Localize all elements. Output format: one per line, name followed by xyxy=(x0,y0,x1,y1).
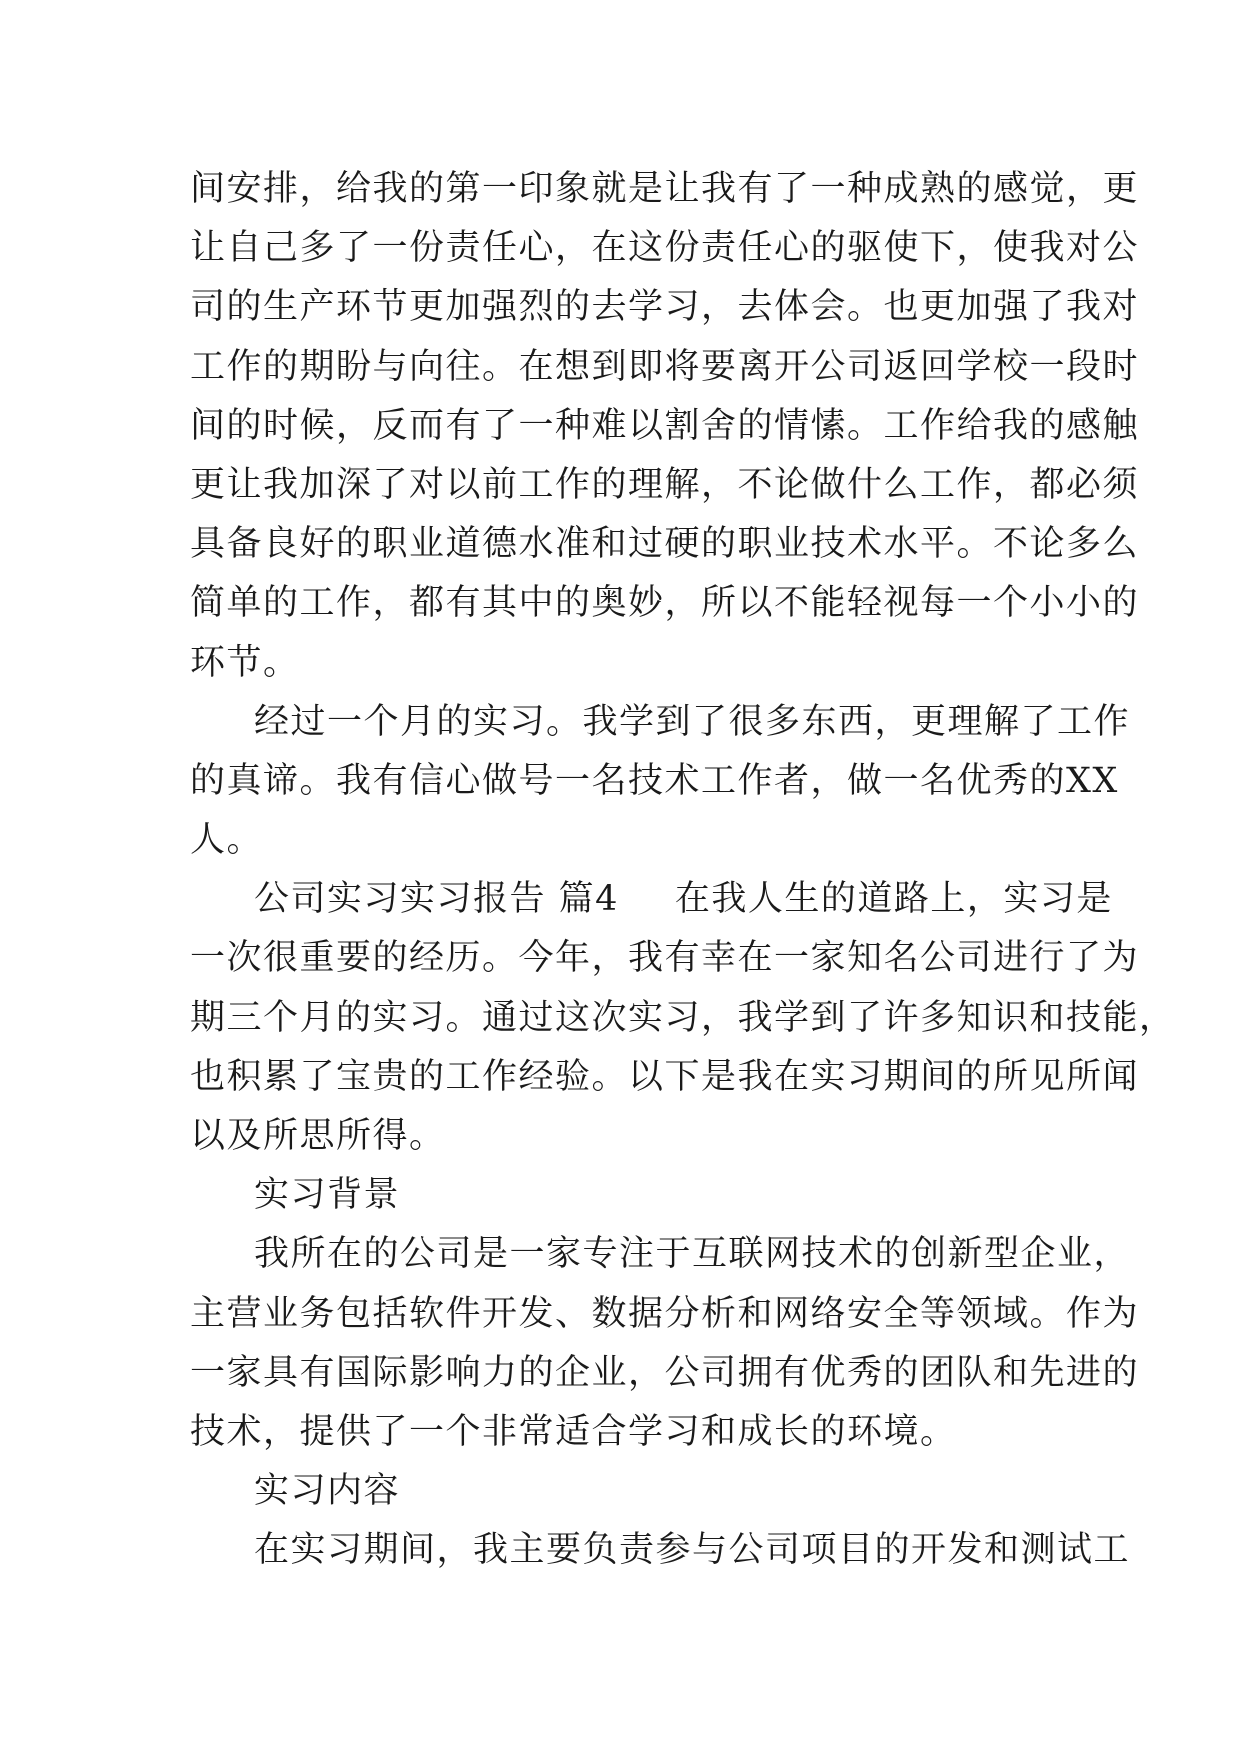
section-heading-line xyxy=(190,870,1113,929)
paragraph-opening: 在我人生的道路上，实习是 xyxy=(674,879,1113,920)
text-line: 间安排，给我的第一印象就是让我有了一种成熟的感觉，更 xyxy=(190,169,1140,209)
paragraph-start-line: 在实习期间，我主要负责参与公司项目的开发和测试工 xyxy=(254,1530,1131,1571)
paragraph-start-line: 经过一个月的实习。我学到了很多东西，更理解了工作 xyxy=(254,701,1131,742)
section-heading: 公司实习实习报告 篇4 xyxy=(254,879,619,920)
text-line: 也积累了宝贵的工作经验。以下是我在实习期间的所见所闻 xyxy=(190,1056,1140,1097)
text-line: 更让我加深了对以前工作的理解，不论做什么工作，都必须 xyxy=(190,464,1140,505)
text-line: 技术，提供了一个非常适合学习和成长的环境。 xyxy=(190,1411,957,1452)
text-line: 主营业务包括软件开发、数据分析和网络安全等领域。作为 xyxy=(190,1293,1140,1334)
document-body xyxy=(190,160,1176,1581)
text-line: 以及所思所得。 xyxy=(190,1116,446,1156)
paragraph-start-line: 我所在的公司是一家专注于互联网技术的创新型企业， xyxy=(254,1234,1131,1275)
text-line: 让自己多了一份责任心，在这份责任心的驱使下，使我对公 xyxy=(190,228,1140,269)
subheading-background: 实习背景 xyxy=(254,1175,401,1216)
text-line: 一家具有国际影响力的企业，公司拥有优秀的团队和先进的 xyxy=(190,1352,1140,1393)
text-line: 人。 xyxy=(190,820,264,861)
text-line: 简单的工作，都有其中的奥妙，所以不能轻视每一个小小的 xyxy=(190,583,1140,624)
text-line: 间的时候，反而有了一种难以割舍的情愫。工作给我的感触 xyxy=(190,405,1140,446)
subheading-content: 实习内容 xyxy=(254,1471,401,1512)
text-line: 环节。 xyxy=(190,642,300,683)
text-line: 一次很重要的经历。今年，我有幸在一家知名公司进行了为 xyxy=(190,938,1140,979)
text-line: 工作的期盼与向往。在想到即将要离开公司返回学校一段时 xyxy=(190,346,1140,387)
text-line: 期三个月的实习。通过这次实习，我学到了许多知识和技能， xyxy=(190,997,1176,1038)
text-line: 具备良好的职业道德水准和过硬的职业技术水平。不论多么 xyxy=(190,524,1140,565)
text-line: 司的生产环节更加强烈的去学习，去体会。也更加强了我对 xyxy=(190,287,1140,328)
text-line: 的真谛。我有信心做号一名技术工作者，做一名优秀的XX xyxy=(190,760,1119,801)
